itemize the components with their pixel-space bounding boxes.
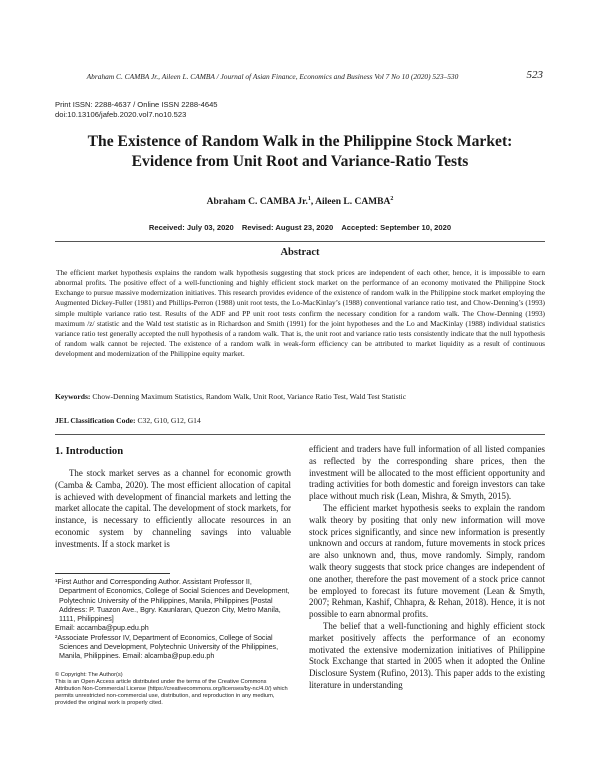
section-heading-introduction: 1. Introduction [55,446,124,457]
page-number: 523 [526,69,543,81]
title-line-1: The Existence of Random Walk in the Philippine Stock Market: [87,133,513,150]
jel-classification [55,416,545,425]
author-1-affiliation: 1 [307,196,311,202]
accepted-date: Accepted: September 10, 2020 [341,223,452,232]
copyright-line: © Copyright: The Author(s) [55,672,123,678]
jel-codes: C32, G10, G12, G14 [135,416,201,425]
author-1: Abraham C. CAMBA Jr. [206,197,308,208]
left-column [55,468,291,551]
license-notice [55,672,291,707]
author-list [55,196,545,207]
title-line-2: Evidence from Unit Root and Variance-Ratio Tests [131,153,469,170]
abstract-text: The efficient market hypothesis explains the random walk hypothesis suggesting that stock prices are independent of each other, hence, it is impossible to earn abnormal profits. The positive effect of a well-functioning and highly efficient stock market on the performance of an economy motivated the Philippine Stock Exchange to pursue massive modernization initiatives. This research provides evidence of the existence of random walk in the Philippine stock market employing the Augmented Dickey-Fuller (1981) and Phillips-Perron (1988) unit root tests, the Lo-MacKinlay’s (1988) conventional variance ratio test, and Chow-Denning’s (1993) simple multiple variance ratio test. Results of the ADF and PP unit root tests confirm the necessary condition for a random walk. The Chow-Denning (1993) maximum /z/ statistic and the Wald test statistic as in Richardson and Smith (1991) for the joint hypotheses and the Lo and MacKinlay (1988) individual statistics variance ratio test generally accepted the null hypothesis of a random walk. That is, the unit root and variance ratio tests consistently indicate that the null hypothesis of random walk cannot be rejected. The existence of a random walk in weak-form efficiency can be attributed to market liquidity as a result of continuous development and modernization of the Philippine equity market. [55,268,545,359]
paper-title [55,132,545,172]
revised-date: Revised: August 23, 2020 [241,223,334,232]
issn-block [55,100,218,120]
footnotes [55,578,291,662]
keywords-label: Keywords: [55,392,91,401]
received-date: Received: July 03, 2020 [148,223,234,232]
footnote-rule [55,573,170,574]
body-paragraph-2: The efficient market hypothesis seeks to explain the random walk theory by positing that only new information will move stock prices significantly, and since new information is presently unknown and occurs at random, future movements in stock prices are also unknown and, thus, move randomly. Simply, random walk theory suggests that stock price changes are independent of one another, therefore the past movement of a stock price cannot be employed to forecast its future movement (Lean & Smyth, 2007; Rehman, Kashif, Chhapra, & Rehan, 2018). Hence, it is not possible to earn abnormal profits. [309,502,545,620]
author-separator: , [310,197,316,208]
intro-paragraph-1: The stock market serves as a channel for economic growth (Camba & Camba, 2020). The most efficient allocation of capital is achieved with development of financial markets and letting the market allocate the capital. The development of stock markets, for instance, is necessary to efficiently allocate resources in an economic system by channeling savings into valuable investments. If a stock market is [55,468,291,549]
author-2-affiliation: 2 [390,196,394,202]
right-column [309,444,545,692]
footnote-2: ²Associate Professor IV, Department of Economics, College of Social Sciences and Development, Polytechnic University of the Philippines, Manila, Philippines. Email: alcamba@pup.edu.ph [55,633,279,661]
divider-bottom [55,434,545,435]
issn-line: Print ISSN: 2288-4637 / Online ISSN 2288-4645 [55,100,218,109]
jel-label: JEL Classification Code: [55,416,136,425]
body-paragraph-continued: efficient and traders have full information of all listed companies as reflected by the corresponding share prices, then the investment will be allocated to the most efficient opportunity and trading activities for both domestic and foreign investors can take place without much risk (Lean, Mishra, & Smyth, 2015). [309,444,545,502]
author-2: Aileen L. CAMBA [315,197,391,208]
divider-top [55,241,545,242]
body-paragraph-3: The belief that a well-functioning and highly efficient stock market positively affects the performance of an economy motivated the extensive modernization initiatives of Philippine Stock Exchange that started in 2005 when it adopted the Online Disclosure System (Rufino, 2013). This paper adds to the existing literature in understanding [309,620,545,690]
footnote-1-email[interactable]: Email: accamba@pup.edu.ph [55,624,149,633]
doi-line[interactable]: doi:10.13106/jafeb.2020.vol7.no10.523 [55,110,187,119]
keywords [55,392,545,401]
submission-dates [55,223,545,232]
license-text: This is an Open Access article distributed under the terms of the Creative Commons Attribution Non-Commercial License (https://creativecommons.org/licenses/by-nc/4.0/) which permits unrestricted non-commercial use, distribution, and reproduction in any medium, provided the original work is properly cited. [55,679,288,707]
keywords-text: Chow-Denning Maximum Statistics, Random Walk, Unit Root, Variance Ratio Test, Wald Test Statistic [90,392,407,401]
running-header: Abraham C. CAMBA Jr., Aileen L. CAMBA / Journal of Asian Finance, Economics and Business Vol 7 No 10 (2020) 523–530 [86,72,459,81]
footnote-1: ¹First Author and Corresponding Author. Assistant Professor II, Department of Economics, College of Social Sciences and Development, Polytechnic University of the Philippines, Manila, Philippines [Postal Address: P. Tuazon Ave., Bgry. Kaunlaran, Quezon City, Metro Manila, 1111, Philippines] [55,578,290,624]
abstract-heading: Abstract [280,247,320,258]
